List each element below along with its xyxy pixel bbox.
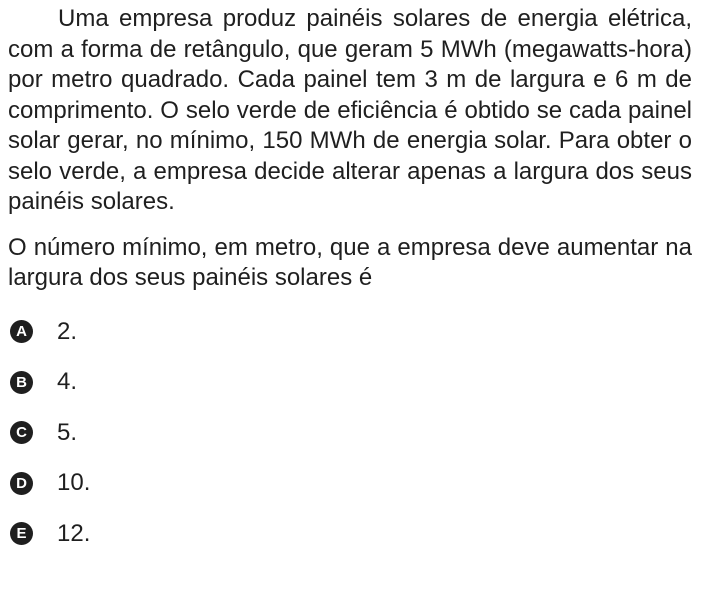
option-b[interactable] (8, 357, 692, 408)
option-e-badge: E (10, 522, 33, 545)
option-b-text: 4. (57, 368, 78, 396)
option-d-text: 10. (57, 469, 91, 497)
option-a-badge: A (10, 320, 33, 343)
option-a[interactable] (8, 307, 692, 358)
option-d-badge: D (10, 472, 33, 495)
option-a-text: 2. (57, 317, 78, 345)
option-e-text: 12. (57, 519, 91, 547)
option-e[interactable] (8, 509, 692, 560)
option-d[interactable] (8, 458, 692, 509)
question-stem: Uma empresa produz painéis solares de energia elétrica, com a forma de retângulo, que geram 5 MWh (megawatts-hora) por metro quadrado. Cada painel tem 3 m de largura e 6 m de comprimento. O selo verde de eficiência é obtido se cada painel solar gerar, no mínimo, 150 MWh de energia solar. Para obter o selo verde, a empresa decide alterar apenas a largura dos seus painéis solares. (8, 5, 692, 215)
question-prompt: O número mínimo, em metro, que a empresa deve aumentar na largura dos seus painéis solares é (8, 233, 692, 291)
option-c-text: 5. (57, 418, 78, 446)
answer-options (8, 307, 692, 560)
option-c-badge: C (10, 421, 33, 444)
option-c[interactable] (8, 408, 692, 459)
option-b-badge: B (10, 371, 33, 394)
